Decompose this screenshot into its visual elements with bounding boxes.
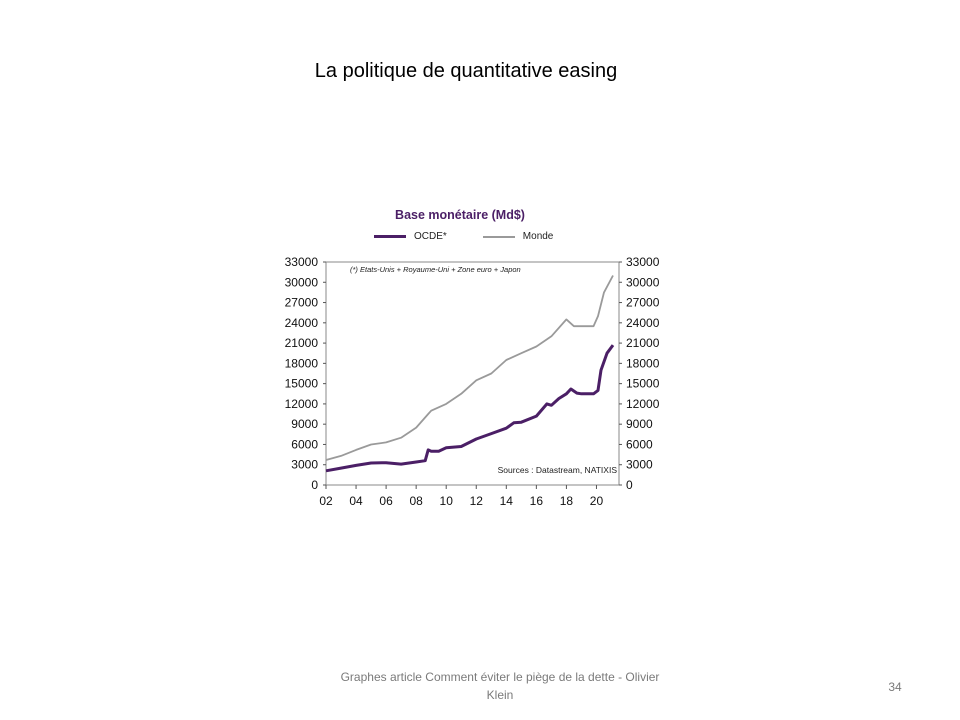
y-tick-label-right: 21000 [626, 336, 660, 351]
x-tick-label: 12 [469, 494, 483, 508]
y-tick-label-left: 0 [311, 478, 318, 492]
series-layer [326, 276, 613, 471]
legend-item-monde [483, 231, 554, 242]
y-tick-label-right: 0 [626, 478, 633, 492]
y-tick-label-left: 15000 [284, 376, 318, 391]
y-tick-label-left: 6000 [291, 437, 318, 452]
chart-note: (*) Etats-Unis + Royaume-Uni + Zone euro + Japon [350, 265, 521, 274]
line-chart [270, 250, 660, 510]
x-tick-label: 10 [439, 494, 453, 508]
y-tick-label-left: 18000 [284, 356, 318, 371]
y-tick-label-right: 27000 [626, 295, 660, 310]
legend-swatch-ocde [374, 235, 406, 238]
y-tick-label-left: 24000 [284, 315, 318, 330]
page-number: 34 [888, 680, 902, 694]
x-tick-label: 04 [349, 494, 363, 508]
y-tick-label-right: 33000 [626, 255, 660, 269]
x-tick-label: 06 [379, 494, 393, 508]
y-tick-label-left: 12000 [284, 396, 318, 411]
legend-label-monde: Monde [522, 231, 554, 242]
y-tick-label-right: 24000 [626, 315, 660, 330]
y-tick-label-right: 3000 [626, 457, 653, 472]
y-tick-label-left: 33000 [284, 255, 318, 269]
x-tick-label: 16 [529, 494, 544, 508]
legend-swatch-monde [483, 236, 515, 238]
y-tick-label-right: 9000 [626, 417, 653, 432]
y-tick-label-right: 15000 [626, 376, 660, 391]
y-tick-label-left: 30000 [284, 275, 318, 290]
y-tick-label-right: 6000 [626, 437, 653, 452]
legend-label-ocde: OCDE* [414, 231, 447, 242]
legend-item-ocde [374, 231, 447, 242]
y-tick-label-left: 9000 [291, 417, 318, 432]
chart-legend [374, 231, 553, 242]
series-line-monde [326, 276, 613, 461]
y-tick-label-right: 30000 [626, 275, 660, 290]
x-tick-label: 14 [499, 494, 513, 508]
x-tick-label: 18 [559, 494, 574, 508]
chart-title: Base monétaire (Md$) [395, 208, 525, 222]
plot-frame [326, 262, 619, 485]
chart-source: Sources : Datastream, NATIXIS [497, 465, 617, 475]
x-tick-label: 08 [409, 494, 423, 508]
x-tick-label: 20 [589, 494, 604, 508]
y-tick-label-left: 27000 [284, 295, 318, 310]
series-line-ocde [326, 345, 613, 471]
slide-title: La politique de quantitative easing [314, 60, 618, 82]
slide-footer: Graphes article Comment éviter le piège de la dette - Olivier Klein [340, 670, 660, 702]
x-tick-label: 02 [319, 494, 333, 508]
y-tick-label-right: 18000 [626, 356, 660, 371]
y-tick-label-left: 3000 [291, 457, 318, 472]
y-tick-label-left: 21000 [284, 336, 318, 351]
y-tick-label-right: 12000 [626, 396, 660, 411]
